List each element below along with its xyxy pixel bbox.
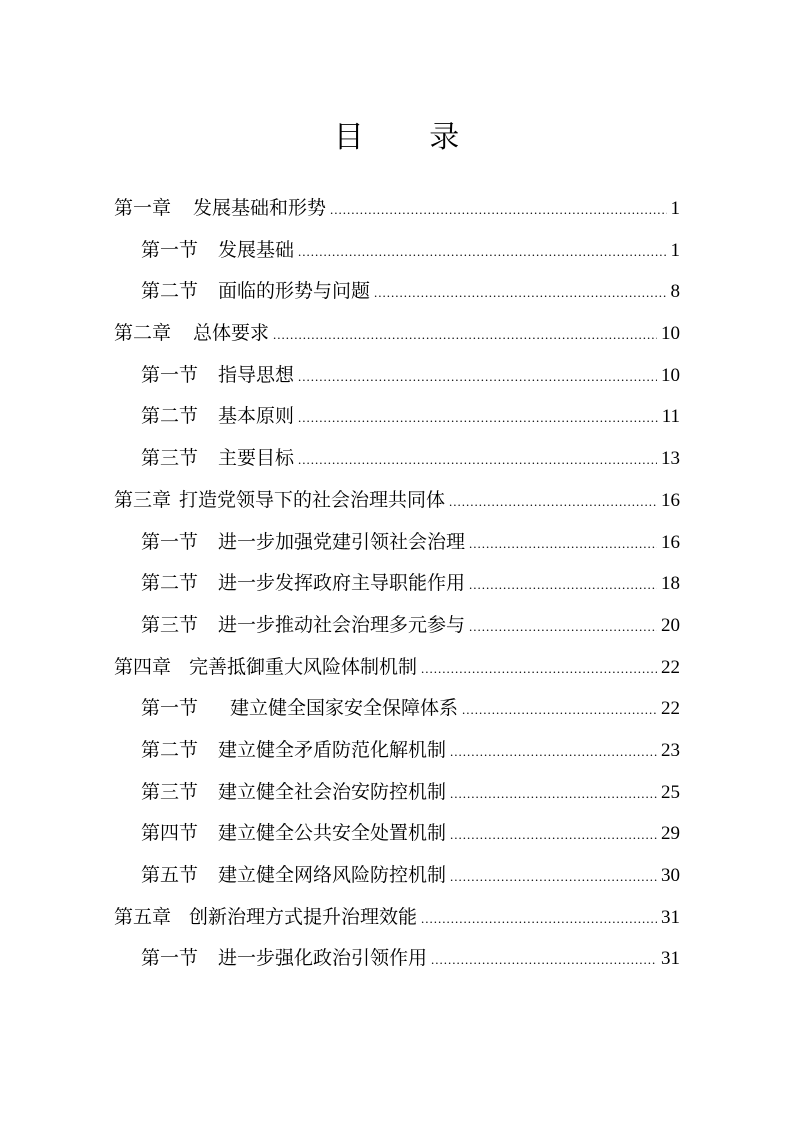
toc-entry-chapter-1[interactable]: [114, 188, 680, 230]
entry-title: 建立健全社会治安防控机制: [218, 780, 447, 803]
entry-title: 发展基础和形势: [193, 197, 327, 219]
entry-label: 第三节: [141, 447, 199, 470]
entry-label: 第一节: [141, 697, 199, 720]
table-of-contents: [114, 188, 680, 980]
entry-label: 第四节: [141, 822, 199, 845]
dot-leader: [298, 356, 657, 398]
dot-leader: [330, 189, 666, 231]
page-number: 10: [661, 323, 680, 345]
dot-leader: [273, 314, 657, 356]
page-number: 20: [661, 614, 680, 636]
entry-title: 建立健全公共安全处置机制: [218, 822, 447, 845]
toc-entry-chapter-3[interactable]: [114, 480, 680, 522]
toc-entry-section[interactable]: [114, 355, 680, 397]
page-number: 22: [661, 698, 680, 720]
toc-entry-section[interactable]: [114, 438, 680, 480]
toc-entry-section[interactable]: [114, 938, 680, 980]
toc-entry-section[interactable]: [114, 396, 680, 438]
entry-label: 第三节: [141, 780, 199, 803]
toc-entry-section[interactable]: [114, 730, 680, 772]
dot-leader: [449, 481, 657, 523]
entry-label: 第二节: [141, 405, 199, 428]
toc-entry-section[interactable]: [114, 605, 680, 647]
entry-label: 第三节: [141, 613, 199, 636]
dot-leader: [431, 939, 657, 981]
entry-title: 完善抵御重大风险体制机制: [189, 655, 418, 678]
toc-entry-section[interactable]: [114, 688, 680, 730]
entry-label: 第二节: [141, 738, 199, 761]
entry-label: 第一节: [141, 238, 199, 261]
page-number: 31: [661, 906, 680, 928]
page-number: 23: [661, 739, 680, 761]
entry-title: 打造党领导下的社会治理共同体: [179, 488, 446, 511]
entry-label: 第四章: [114, 655, 172, 678]
toc-entry-section[interactable]: [114, 855, 680, 897]
toc-entry-chapter-5[interactable]: [114, 897, 680, 939]
page-title: 目 录: [333, 120, 488, 155]
page-number: 13: [661, 448, 680, 470]
entry-title: 指导思想: [218, 363, 295, 386]
entry-title: 创新治理方式提升治理效能: [189, 905, 418, 928]
toc-entry-section[interactable]: [114, 772, 680, 814]
toc-entry-section[interactable]: [114, 522, 680, 564]
dot-leader: [469, 606, 657, 648]
page-number: 30: [661, 865, 680, 886]
page-number: 16: [661, 531, 680, 553]
entry-label: 第一节: [141, 363, 199, 386]
entry-title: 建立健全网络风险防控机制: [218, 864, 447, 886]
dot-leader: [374, 272, 666, 314]
entry-title: 发展基础: [218, 238, 295, 261]
page-number: 18: [661, 573, 680, 595]
dot-leader: [298, 439, 657, 481]
toc-entry-section[interactable]: [114, 563, 680, 605]
dot-leader: [450, 773, 657, 815]
entry-title: 基本原则: [218, 405, 295, 428]
dot-leader: [298, 397, 658, 439]
dot-leader: [469, 523, 657, 565]
dot-leader: [421, 898, 657, 940]
entry-title: 进一步强化政治引领作用: [218, 947, 428, 970]
entry-label: 第二节: [141, 572, 199, 595]
entry-label: 第五节: [141, 864, 199, 886]
page-number: 1: [670, 198, 680, 219]
dot-leader: [450, 814, 657, 856]
toc-entry-chapter-2[interactable]: [114, 313, 680, 355]
entry-label: 第一节: [141, 947, 199, 970]
dot-leader: [462, 689, 657, 731]
entry-title: 进一步发挥政府主导职能作用: [218, 572, 466, 595]
page-number: 22: [661, 656, 680, 678]
entry-label: 第二章: [114, 322, 172, 345]
page-number: 25: [661, 781, 680, 803]
dot-leader: [469, 564, 657, 606]
page-number: 29: [661, 823, 680, 845]
entry-title: 建立健全国家安全保障体系: [230, 697, 459, 720]
entry-title: 进一步加强党建引领社会治理: [218, 530, 466, 553]
toc-entry-section[interactable]: [114, 813, 680, 855]
entry-label: 第二节: [141, 280, 199, 303]
page-number: 10: [661, 364, 680, 386]
entry-title: 建立健全矛盾防范化解机制: [218, 738, 447, 761]
dot-leader: [450, 856, 657, 898]
entry-title: 进一步推动社会治理多元参与: [218, 613, 466, 636]
toc-entry-section[interactable]: [114, 271, 680, 313]
entry-label: 第一章: [114, 197, 172, 219]
page-number: 8: [670, 281, 680, 303]
entry-title: 总体要求: [193, 322, 270, 345]
entry-label: 第五章: [114, 905, 172, 928]
page-number: 1: [670, 239, 680, 261]
dot-leader: [421, 648, 657, 690]
page-number: 31: [661, 948, 680, 970]
entry-label: 第一节: [141, 530, 199, 553]
toc-entry-section[interactable]: [114, 230, 680, 272]
dot-leader: [298, 231, 666, 273]
toc-entry-chapter-4[interactable]: [114, 647, 680, 689]
dot-leader: [450, 731, 657, 773]
entry-label: 第三章: [114, 488, 172, 511]
entry-title: 主要目标: [218, 447, 295, 470]
page-number: 16: [661, 489, 680, 511]
entry-title: 面临的形势与问题: [218, 280, 371, 303]
page-number: 11: [661, 406, 680, 428]
